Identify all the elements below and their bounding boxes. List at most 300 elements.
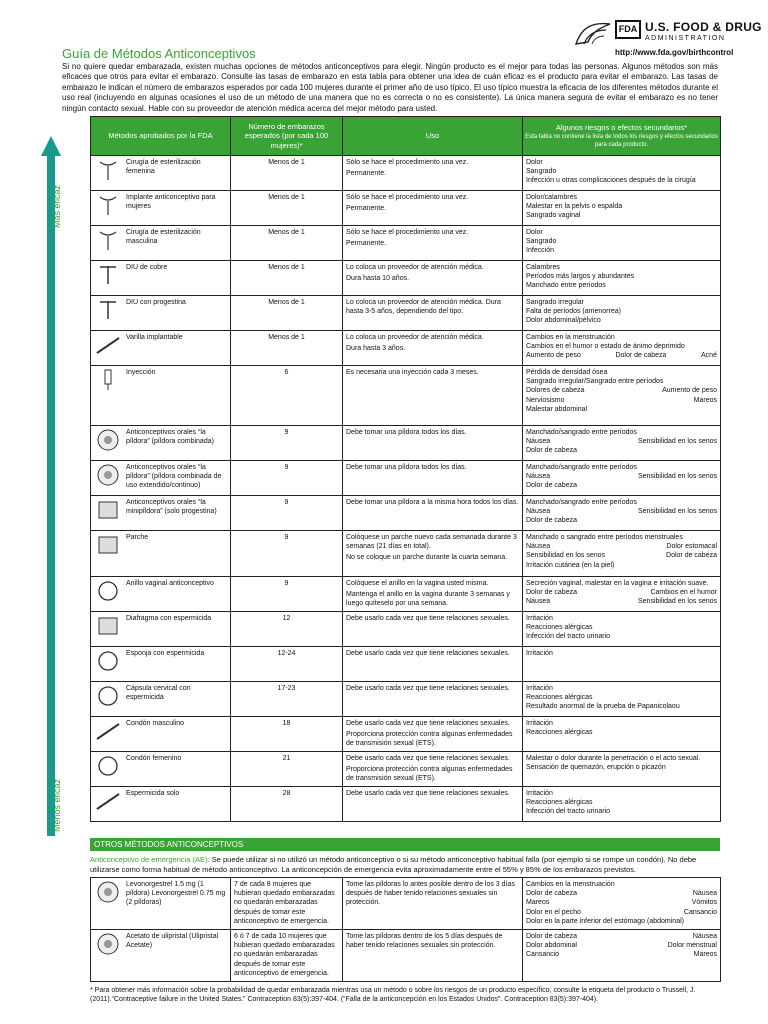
table-row <box>91 461 721 496</box>
table-row <box>91 647 721 682</box>
use-cell <box>343 647 523 682</box>
method-wrap <box>94 684 227 708</box>
risk-line <box>526 623 717 632</box>
use-line: Colóquese el anillo en la vagina usted misma. <box>346 580 489 587</box>
ae-label: Anticonceptivo de emergencia (AE): <box>90 855 210 864</box>
risk-item: Mareos <box>526 899 550 907</box>
risk-item: Manchado entre períodos <box>526 282 606 290</box>
use-line: Sólo se hace el procedimiento una vez. <box>346 194 469 201</box>
risk-item: Manchado o sangrado entre períodos menstruales <box>526 534 683 541</box>
table-row <box>91 717 721 752</box>
risks-cell <box>523 226 721 261</box>
risk-item: Irritación <box>526 615 553 622</box>
method-name: Anillo vaginal anticonceptivo <box>126 580 214 587</box>
risk-line <box>526 211 717 220</box>
use-line: Lo coloca un proveedor de atención médica. Dura hasta 3-5 años, dependiendo del tipo. <box>346 299 501 316</box>
method-name: Esponja con espermicida <box>126 650 205 657</box>
method-cell <box>91 577 231 612</box>
method-cell <box>91 878 231 930</box>
risk-line <box>526 342 717 351</box>
method-wrap <box>94 368 227 392</box>
risk-item: Dolor menstrual <box>667 942 717 950</box>
risk-item: Aumento de peso <box>662 387 717 395</box>
risks-cell <box>523 461 721 496</box>
use-line: No se coloque un parche durante la cuarta semana. <box>346 554 508 562</box>
risk-line <box>526 649 717 658</box>
risk-item: Manchado/sangrado entre períodos <box>526 464 637 471</box>
risk-item: Dolor de cabeza <box>526 447 577 455</box>
col-header-pregnancies: Número de embarazos esperados (por cada 100 mujeres)* <box>231 117 343 156</box>
risk-item: Cansancio <box>526 951 560 959</box>
risk-line <box>526 551 717 560</box>
risk-item: Manchado/sangrado entre períodos <box>526 429 637 436</box>
use-line: Es necesaria una inyección cada 3 meses. <box>346 369 479 376</box>
risk-line <box>526 263 717 272</box>
risk-item: Aumento de peso <box>526 352 581 360</box>
risk-line <box>526 754 717 763</box>
agency-subtitle: ADMINISTRATION <box>645 35 726 42</box>
risk-line <box>526 798 717 807</box>
method-cell <box>91 752 231 787</box>
use-cell <box>343 682 523 717</box>
injection-icon <box>94 368 122 392</box>
pregnancy-rate: 9 <box>231 426 343 461</box>
risk-line <box>526 176 717 185</box>
method-wrap <box>94 880 227 908</box>
risk-item: Mareos <box>693 396 717 404</box>
use-cell <box>343 717 523 752</box>
pregnancy-rate: Menos de 1 <box>231 331 343 366</box>
method-name: Diafragma con espermicida <box>126 615 212 622</box>
male-condom-icon <box>94 719 122 743</box>
method-wrap <box>94 158 227 182</box>
risk-line <box>526 481 717 490</box>
method-cell <box>91 461 231 496</box>
risk-item: Irritación <box>526 790 553 797</box>
method-cell <box>91 531 231 577</box>
risk-item: Dolor de cabeza <box>526 482 577 490</box>
use-line: Lo coloca un proveedor de atención médica. <box>346 334 484 341</box>
method-wrap <box>94 649 227 673</box>
ae-text: Se puede utilizar si no utilizó un método anticonceptivo o si su método anticonceptivo habitual falla (por ejemplo si se rompe un condón). No debe utilizarse como forma habitual de método anticonceptivo. La anticoncepción de emergencia evita aproximadamente entre el 55% y 85% de los embarazos previstos. <box>90 855 697 874</box>
method-name: DIU con progestina <box>126 299 186 306</box>
method-cell <box>91 647 231 682</box>
pregnancy-rate: 12 <box>231 612 343 647</box>
method-wrap <box>94 228 227 252</box>
use-cell <box>343 331 523 366</box>
risks-cell <box>523 752 721 787</box>
risk-item: Náusea <box>526 473 551 481</box>
method-name: Anticonceptivos orales “la píldora” (píldora combinada) <box>126 429 214 446</box>
use-line: Lo coloca un proveedor de atención médica. <box>346 264 484 271</box>
more-effective-label: Más eficaz <box>52 184 62 228</box>
method-name: Inyección <box>126 369 156 376</box>
risk-item: Sensación de quemazón, erupción o picazón <box>526 764 666 772</box>
risk-line <box>526 498 717 507</box>
risk-line <box>526 368 717 377</box>
risk-line <box>526 463 717 472</box>
use-cell <box>343 366 523 426</box>
risk-line <box>526 307 717 316</box>
risk-item: Dolor en el pecho <box>526 908 581 916</box>
risk-item: Dolor de cabeza <box>526 890 577 898</box>
method-name: DIU de cobre <box>126 264 168 271</box>
risk-item: Sangrado <box>526 168 557 176</box>
agency-name: U.S. FOOD & DRUG <box>645 20 762 34</box>
risk-line <box>526 693 717 702</box>
risk-item: Dolor/calambres <box>526 194 577 201</box>
use-line: Dura hasta 3 años. <box>346 345 406 353</box>
risk-line <box>526 246 717 255</box>
method-wrap <box>94 463 227 491</box>
method-wrap <box>94 754 227 778</box>
risks-cell <box>523 717 721 752</box>
use-cell <box>343 426 523 461</box>
methods-table <box>90 116 721 822</box>
risk-item: Reacciones alérgicas <box>526 729 593 737</box>
risk-line <box>526 684 717 693</box>
risk-item: Malestar en la pelvis o espalda <box>526 203 623 211</box>
risk-item: Náusea <box>526 598 551 606</box>
risk-item: Dolor de cabeza <box>666 552 717 560</box>
risks-cell <box>523 878 721 930</box>
use-cell: Tome las píldoras lo antes posible dentro de los 3 días después de haber tenido relaciones sexuales sin protección. <box>343 878 523 930</box>
sponge-icon <box>94 649 122 673</box>
risk-line <box>526 880 717 889</box>
method-name: Levonorgestrel 1.5 mg (1 píldora) Levonorgestrel 0.75 mg (2 píldoras) <box>126 881 226 907</box>
table-row <box>91 531 721 577</box>
method-wrap <box>94 428 227 452</box>
use-cell <box>343 577 523 612</box>
table-row <box>91 612 721 647</box>
risk-line <box>526 588 717 597</box>
risk-line <box>526 516 717 525</box>
risk-item: Náusea <box>526 508 551 516</box>
risk-item: Irritación <box>526 650 553 657</box>
use-cell <box>343 261 523 296</box>
method-wrap <box>94 932 227 956</box>
risks-cell <box>523 366 721 426</box>
risk-line <box>526 719 717 728</box>
risks-cell <box>523 612 721 647</box>
method-name: Acetato de ulipristal (Ulipristal Acetate) <box>126 933 219 950</box>
table-row <box>91 577 721 612</box>
risk-item: Sangrado irregular/Sangrado entre períodos <box>526 378 664 386</box>
risk-item: Resultado anormal de la prueba de Papanicolaou <box>526 703 680 711</box>
risks-cell <box>523 296 721 331</box>
minipill-icon <box>94 498 122 522</box>
risk-line <box>526 386 717 395</box>
copper-iud-icon <box>94 263 122 287</box>
male-sterilization-icon <box>94 228 122 252</box>
risk-item: Malestar o dolor durante la penetración o el acto sexual. <box>526 755 701 762</box>
risk-item: Dolor de cabeza <box>526 517 577 525</box>
risk-line <box>526 533 717 542</box>
table-row <box>91 496 721 531</box>
use-line: Mantenga el anillo en la vagina durante 3 semanas y luego quíteselo por una semana. <box>346 591 510 608</box>
risk-line <box>526 167 717 176</box>
intro-paragraph: Si no quiere quedar embarazada, existen muchas opciones de métodos anticonceptivos para elegir. Ningún producto es el mejor para todas las personas. Algunos métodos son más eficaces que otros para evitar el embarazo. Consulte las tasas de embarazo en esta tabla para obtener una idea de cuán eficaz es el producto para evitar el embarazo. Las tasas de embarazo le indican el número de embarazos esperados por cada 100 mujeres durante el primer año de uso típico. El uso típico muestra la eficacia de los diferentes métodos durante el uso real (incluyendo en algunas ocasiones el uso de un método de una manera que no es correcta o no es consistente). La única manera segura de evitar el embarazo es no tener ningún contacto sexual. Hable con su proveedor de atención médica acerca del mejor método para usted. <box>62 62 718 113</box>
risk-line <box>526 316 717 325</box>
method-name: Condón femenino <box>126 755 182 762</box>
risk-line <box>526 950 717 959</box>
use-line: Debe usarlo cada vez que tiene relaciones sexuales. <box>346 790 510 797</box>
risk-line <box>526 272 717 281</box>
risk-item: Cambios en el humor <box>650 589 717 597</box>
risk-line <box>526 728 717 737</box>
fda-url-link[interactable]: http://www.fda.gov/birthcontrol <box>615 48 734 57</box>
method-name: Anticonceptivos orales “la minipíldora” (solo progestina) <box>126 499 217 516</box>
pregnancy-rate: Menos de 1 <box>231 191 343 226</box>
risk-item: Sensibilidad en los senos <box>526 552 605 560</box>
risks-cell <box>523 531 721 577</box>
use-cell <box>343 461 523 496</box>
risk-line <box>526 202 717 211</box>
risk-line <box>526 561 717 570</box>
risk-line <box>526 228 717 237</box>
less-effective-label: Menos eficaz <box>52 778 62 832</box>
risks-title: Algunos riesgos o efectos secundarios* <box>555 122 688 132</box>
pregnancy-rate: 9 <box>231 461 343 496</box>
risk-item: Náusea <box>692 890 717 898</box>
method-cell <box>91 296 231 331</box>
risk-item: Dolor de cabeza <box>615 352 667 360</box>
risk-item: Infección u otras complicaciones después de la cirugía <box>526 177 696 185</box>
table-row <box>91 191 721 226</box>
risk-item: Reacciones alérgicas <box>526 799 593 807</box>
method-cell <box>91 930 231 982</box>
method-cell <box>91 191 231 226</box>
method-cell <box>91 226 231 261</box>
table-row <box>91 331 721 366</box>
use-line: Debe usarlo cada vez que tiene relaciones sexuales. <box>346 615 510 622</box>
risk-line <box>526 428 717 437</box>
method-wrap <box>94 193 227 217</box>
risk-line <box>526 298 717 307</box>
emergency-table <box>90 877 721 982</box>
method-cell <box>91 496 231 531</box>
method-cell <box>91 787 231 822</box>
pregnancy-rate: 18 <box>231 717 343 752</box>
table-row <box>91 296 721 331</box>
use-line: Colóquese un parche nuevo cada semanada durante 3 semanas (21 días en total). <box>346 534 517 551</box>
risk-line <box>526 889 717 898</box>
risk-item: Dolor de cabeza <box>526 933 577 940</box>
risks-cell <box>523 577 721 612</box>
risk-item: Dolor estomacal <box>666 543 717 551</box>
table-row <box>91 226 721 261</box>
risks-cell <box>523 261 721 296</box>
risk-item: Irritación <box>526 720 553 727</box>
risk-line <box>526 507 717 516</box>
use-line: Debe tomar una píldora todos los días. <box>346 464 467 471</box>
table-row <box>91 426 721 461</box>
use-line: Permanente. <box>346 240 387 248</box>
risk-item: Infección del tracto urinario <box>526 808 611 816</box>
use-line: Dura hasta 10 años. <box>346 275 410 283</box>
risk-line <box>526 396 717 405</box>
risk-line <box>526 472 717 481</box>
risk-item: Vómitos <box>691 899 717 907</box>
risks-cell <box>523 930 721 982</box>
risk-item: Sensibilidad en los senos <box>638 473 717 481</box>
risk-item: Dolor de cabeza <box>526 589 577 597</box>
risks-cell <box>523 156 721 191</box>
emergency-contraception-note <box>90 855 720 874</box>
pregnancy-rate: 21 <box>231 752 343 787</box>
use-line: Debe usarlo cada vez que tiene relaciones sexuales. <box>346 650 510 657</box>
risks-cell <box>523 787 721 822</box>
method-wrap <box>94 614 227 638</box>
risk-item: Malestar abdominal <box>526 405 588 413</box>
use-cell <box>343 226 523 261</box>
use-line: Debe usarlo cada vez que tiene relaciones sexuales. <box>346 685 510 692</box>
risk-line <box>526 281 717 290</box>
pregnancy-rate: Menos de 1 <box>231 226 343 261</box>
risk-item: Dolor <box>526 159 543 166</box>
risk-line <box>526 702 717 711</box>
pregnancy-rate: 6 <box>231 366 343 426</box>
risk-line <box>526 193 717 202</box>
risk-item: Cambios en el humor o estado de ánimo deprimido <box>526 343 685 351</box>
pregnancy-rate: 9 <box>231 531 343 577</box>
col-header-use: Uso <box>343 117 523 156</box>
use-cell <box>343 496 523 531</box>
risk-item: Períodos más largos y abundantes <box>526 273 635 281</box>
use-cell: Tome las píldoras dentro de los 5 días después de haber tenido relaciones sexuales sin protección. <box>343 930 523 982</box>
pregnancy-rate: 17-23 <box>231 682 343 717</box>
use-cell <box>343 787 523 822</box>
risk-line <box>526 789 717 798</box>
use-line: Proporciona protección contra algunas enfermedades de transmisión sexual (ETS). <box>346 766 513 783</box>
risk-line <box>526 908 717 917</box>
method-name: Anticonceptivos orales “la píldora” (píldora combinada de uso extendido/continuo) <box>126 464 222 490</box>
risk-item: Irritación <box>526 685 553 692</box>
risk-item: Dolor <box>526 229 543 236</box>
risk-item: Falta de períodos (amenorrea) <box>526 308 621 316</box>
risk-line <box>526 333 717 342</box>
method-cell <box>91 366 231 426</box>
risk-item: Dolores de cabeza <box>526 387 585 395</box>
implant-sterilization-icon <box>94 193 122 217</box>
method-cell <box>91 426 231 461</box>
pregnancy-rate: 12-24 <box>231 647 343 682</box>
risk-line <box>526 597 717 606</box>
risk-line <box>526 542 717 551</box>
footnote: * Para obtener más información sobre la probabilidad de quedar embarazada mientras usa un método o sobre los riesgos de un producto específico, consulte la etiqueta del producto o Trussell, J. (2011).“Contraceptive failure in the United States.” Contraception 83(5):397-404. (“Falla de la anticoncepción en los Estados Unidos”. Contraception 83(5):397-404). <box>90 987 696 1004</box>
spermicide-icon <box>94 789 122 813</box>
method-cell <box>91 331 231 366</box>
vaginal-ring-icon <box>94 579 122 603</box>
risks-cell <box>523 682 721 717</box>
table-row <box>91 682 721 717</box>
risk-item: Cansancio <box>683 908 717 916</box>
method-name: Espermicida solo <box>126 790 180 797</box>
risk-line <box>526 941 717 950</box>
risk-line <box>526 237 717 246</box>
effectiveness-arrow <box>41 136 61 836</box>
use-line: Debe usarlo cada vez que tiene relaciones sexuales. <box>346 755 510 762</box>
method-wrap <box>94 719 227 743</box>
pregnancy-rate: Menos de 1 <box>231 261 343 296</box>
risk-item: Nerviosismo <box>526 396 565 404</box>
use-cell <box>343 752 523 787</box>
hhs-eagle-logo <box>572 18 614 48</box>
risk-item: Reacciones alérgicas <box>526 694 593 702</box>
risk-line <box>526 807 717 816</box>
risk-item: Secreción vaginal, malestar en la vagina e irritación suave. <box>526 580 709 587</box>
use-line: Debe tomar una píldora todos los días. <box>346 429 467 436</box>
table-row <box>91 878 721 930</box>
risk-line <box>526 763 717 772</box>
use-cell <box>343 296 523 331</box>
table-row <box>91 366 721 426</box>
risk-item: Dolor en la parte inferior del estómago (abdominal) <box>526 917 684 925</box>
method-name: Varilla implantable <box>126 334 183 341</box>
fda-logo: FDA <box>615 20 641 39</box>
method-name: Cápsula cervical con espermicida <box>126 685 191 702</box>
method-name: Cirugía de esterilización masculina <box>126 229 201 246</box>
risk-line <box>526 405 717 414</box>
table-row <box>91 752 721 787</box>
use-cell <box>343 612 523 647</box>
risk-item: Sangrado <box>526 238 557 246</box>
use-line: Permanente. <box>346 170 387 178</box>
risk-item: Sensibilidad en los senos <box>638 508 717 516</box>
risk-item: Náusea <box>526 438 551 446</box>
method-name: Implante anticonceptivo para mujeres <box>126 194 216 211</box>
risk-item: Sangrado vaginal <box>526 212 581 220</box>
risk-line <box>526 614 717 623</box>
diaphragm-icon <box>94 614 122 638</box>
use-line: Debe usarlo cada vez que tiene relaciones sexuales. <box>346 720 510 727</box>
table-row <box>91 930 721 982</box>
risk-item: Náusea <box>526 543 551 551</box>
risk-item: Infección del tracto urinario <box>526 633 611 641</box>
risk-line <box>526 932 717 941</box>
risk-item: Infección <box>526 247 555 255</box>
use-cell <box>343 156 523 191</box>
use-line: Proporciona protección contra algunas enfermedades de transmisión sexual (ETS). <box>346 731 513 748</box>
levonorgestrel-icon <box>94 880 122 904</box>
risk-item: Sensibilidad en los senos <box>638 598 717 606</box>
patch-icon <box>94 533 122 557</box>
risks-cell <box>523 496 721 531</box>
use-line: Permanente. <box>346 205 387 213</box>
risk-line <box>526 437 717 446</box>
risk-line <box>526 377 717 386</box>
pregnancy-rate: 9 <box>231 496 343 531</box>
female-sterilization-icon <box>94 158 122 182</box>
use-line: Sólo se hace el procedimiento una vez. <box>346 229 469 236</box>
method-wrap <box>94 579 227 603</box>
risk-line <box>526 446 717 455</box>
risk-item: Cambios en la menstruación <box>526 881 615 888</box>
pregnancy-rate: Menos de 1 <box>231 296 343 331</box>
method-cell <box>91 156 231 191</box>
use-line: Debe tomar una píldora a la misma hora todos los días. <box>346 499 519 506</box>
use-line: Sólo se hace el procedimiento una vez. <box>346 159 469 166</box>
hormonal-iud-icon <box>94 298 122 322</box>
risk-line <box>526 917 717 926</box>
implant-rod-icon <box>94 333 122 357</box>
risks-cell <box>523 191 721 226</box>
method-wrap <box>94 263 227 287</box>
risk-item: Sangrado irregular <box>526 299 584 306</box>
method-wrap <box>94 333 227 357</box>
use-cell <box>343 531 523 577</box>
method-wrap <box>94 533 227 557</box>
